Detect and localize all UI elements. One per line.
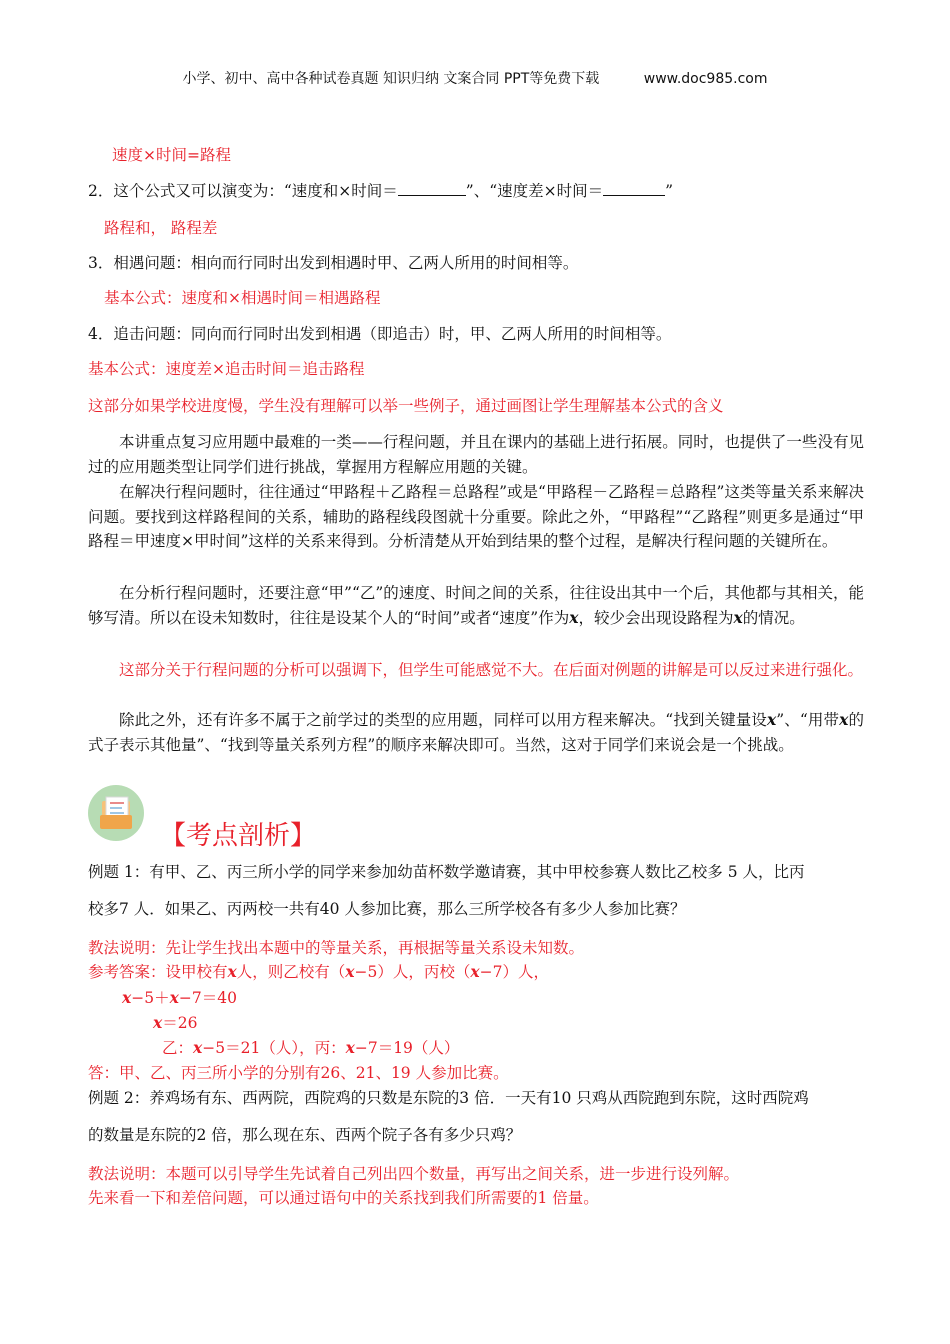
equation-1 bbox=[122, 988, 237, 1008]
formula-3: 基本公式：速度和×相遇时间＝相遇路程 bbox=[104, 289, 381, 307]
p5-b: ”、“用带 bbox=[776, 711, 840, 729]
paragraph-5 bbox=[88, 708, 864, 757]
example-2-line-1: 例题 2：养鸡场有东、西两院，西院鸡的只数是东院的3 倍．一天有10 只鸡从西院跑到东院，这时西院鸡 bbox=[88, 1089, 809, 1107]
page-header bbox=[0, 68, 950, 88]
blank-2 bbox=[603, 181, 665, 196]
item-2 bbox=[88, 181, 673, 201]
example-1-final-answer: 答：甲、乙、丙三所小学的分别有26、21、19 人参加比赛。 bbox=[88, 1064, 509, 1082]
example-2-line-2: 的数量是东院的2 倍，那么现在东、西两个院子各有多少只鸡？ bbox=[88, 1126, 522, 1144]
var-x: x bbox=[193, 1038, 203, 1057]
ans-a: 参考答案：设甲校有 bbox=[88, 963, 228, 981]
example-1-line-2: 校多7 人．如果乙、丙两校一共有40 人参加比赛，那么三所学校各有多少人参加比赛？ bbox=[88, 900, 686, 918]
example-2-note: 先来看一下和差倍问题，可以通过语句中的关系找到我们所需要的1 倍量。 bbox=[88, 1189, 599, 1207]
ans-b: 人，则乙校有（ bbox=[236, 963, 346, 981]
example-1-teach: 教法说明：先让学生找出本题中的等量关系，再根据等量关系设未知数。 bbox=[88, 939, 585, 957]
example-2-teach: 教法说明：本题可以引导学生先试着自己列出四个数量，再写出之间关系，进一步进行设列解。 bbox=[88, 1165, 740, 1183]
section-title: 【考点剖析】 bbox=[160, 821, 317, 851]
blank-1 bbox=[398, 181, 466, 196]
equation-3 bbox=[162, 1038, 459, 1058]
paragraph-2: 在解决行程问题时，往往通过“甲路程＋乙路程＝总路程”或是“甲路程－乙路程＝总路程”这类等量关系来解决问题。要找到这样路程间的关系，辅助的路程线段图就十分重要。除此之外，“甲路程”“乙路程”则更多是通过“甲路程＝甲速度×甲时间”这样的关系来得到。分析清楚从开始到结果的整个过程，是解决行程问题的关键所在。 bbox=[88, 483, 864, 550]
eq2: ＝26 bbox=[162, 1014, 198, 1032]
teaching-note-1: 这部分如果学校进度慢，学生没有理解可以举一些例子，通过画图让学生理解基本公式的含义 bbox=[88, 397, 724, 415]
var-x: x bbox=[122, 988, 132, 1007]
item-4: 4．追击问题：同向而行同时出发到相遇（即追击）时，甲、乙两人所用的时间相等。 bbox=[88, 325, 672, 343]
var-x: x bbox=[345, 962, 355, 981]
var-x: x bbox=[839, 710, 849, 729]
item-2-text-c: ” bbox=[665, 182, 674, 200]
item-2-text-a: 2．这个公式又可以演变为：“速度和×时间＝ bbox=[88, 182, 398, 200]
eq1-b: −7＝40 bbox=[178, 989, 237, 1007]
paragraph-3 bbox=[88, 581, 864, 630]
var-x: x bbox=[153, 1013, 163, 1032]
formula-1: 速度×时间=路程 bbox=[112, 146, 231, 164]
p3-a: 在分析行程问题时，还要注意“甲”“乙”的速度、时间之间的关系，往往设出其中一个后，其他都与其相关，能够写清。所以在设未知数时，往往是设某个人的“时间”或者“速度”作为 bbox=[88, 584, 864, 627]
item-2-text-b: ”、“速度差×时间＝ bbox=[465, 182, 604, 200]
ans-c: −5）人，丙校（ bbox=[354, 963, 471, 981]
eq3-c: −7＝19（人） bbox=[354, 1039, 460, 1057]
item-3: 3．相遇问题：相向而行同时出发到相遇时甲、乙两人所用的时间相等。 bbox=[88, 254, 579, 272]
formula-4: 基本公式：速度差×追击时间＝追击路程 bbox=[88, 360, 365, 378]
var-x: x bbox=[766, 710, 777, 729]
var-x: x bbox=[169, 988, 179, 1007]
example-1-answer bbox=[88, 962, 549, 982]
var-x: x bbox=[470, 962, 480, 981]
var-x: x bbox=[733, 607, 743, 627]
paragraph-4-note: 这部分关于行程问题的分析可以强调下，但学生可能感觉不大。在后面对例题的讲解是可以反过来进行强化。 bbox=[119, 661, 864, 679]
var-x: x bbox=[569, 607, 579, 627]
example-1-line-1: 例题 1：有甲、乙、丙三所小学的同学来参加幼苗杯数学邀请赛，其中甲校参赛人数比乙校多 5 人，比丙 bbox=[88, 863, 805, 881]
answer-2: 路程和， 路程差 bbox=[104, 219, 218, 237]
p3-b: ，较少会出现设路程为 bbox=[578, 608, 734, 627]
eq3-a: 乙： bbox=[162, 1039, 194, 1057]
header-url[interactable]: www.doc985.com bbox=[643, 71, 768, 87]
ans-d: −7）人， bbox=[479, 963, 549, 981]
folder-document-icon bbox=[88, 785, 144, 841]
header-text: 小学、初中、高中各种试卷真题 知识归纳 文案合同 PPT等免费下载 bbox=[182, 71, 600, 87]
var-x: x bbox=[345, 1038, 355, 1057]
eq3-b: −5＝21（人），丙： bbox=[202, 1039, 346, 1057]
var-x: x bbox=[227, 962, 237, 981]
p5-c: 的式子表示其他量”、“找到等量关系列方程”的顺序来解决即可。当然，这对于同学们来说会是一个挑战。 bbox=[88, 711, 864, 754]
equation-2 bbox=[153, 1013, 197, 1033]
p3-c: 的情况。 bbox=[742, 608, 805, 627]
p5-a: 除此之外，还有许多不属于之前学过的类型的应用题，同样可以用方程来解决。“找到关键量设 bbox=[119, 711, 767, 729]
paragraph-1: 本讲重点复习应用题中最难的一类——行程问题，并且在课内的基础上进行拓展。同时，也提供了一些没有见过的应用题类型让同学们进行挑战，掌握用方程解应用题的关键。 bbox=[88, 433, 864, 476]
eq1-a: −5＋ bbox=[131, 989, 170, 1007]
